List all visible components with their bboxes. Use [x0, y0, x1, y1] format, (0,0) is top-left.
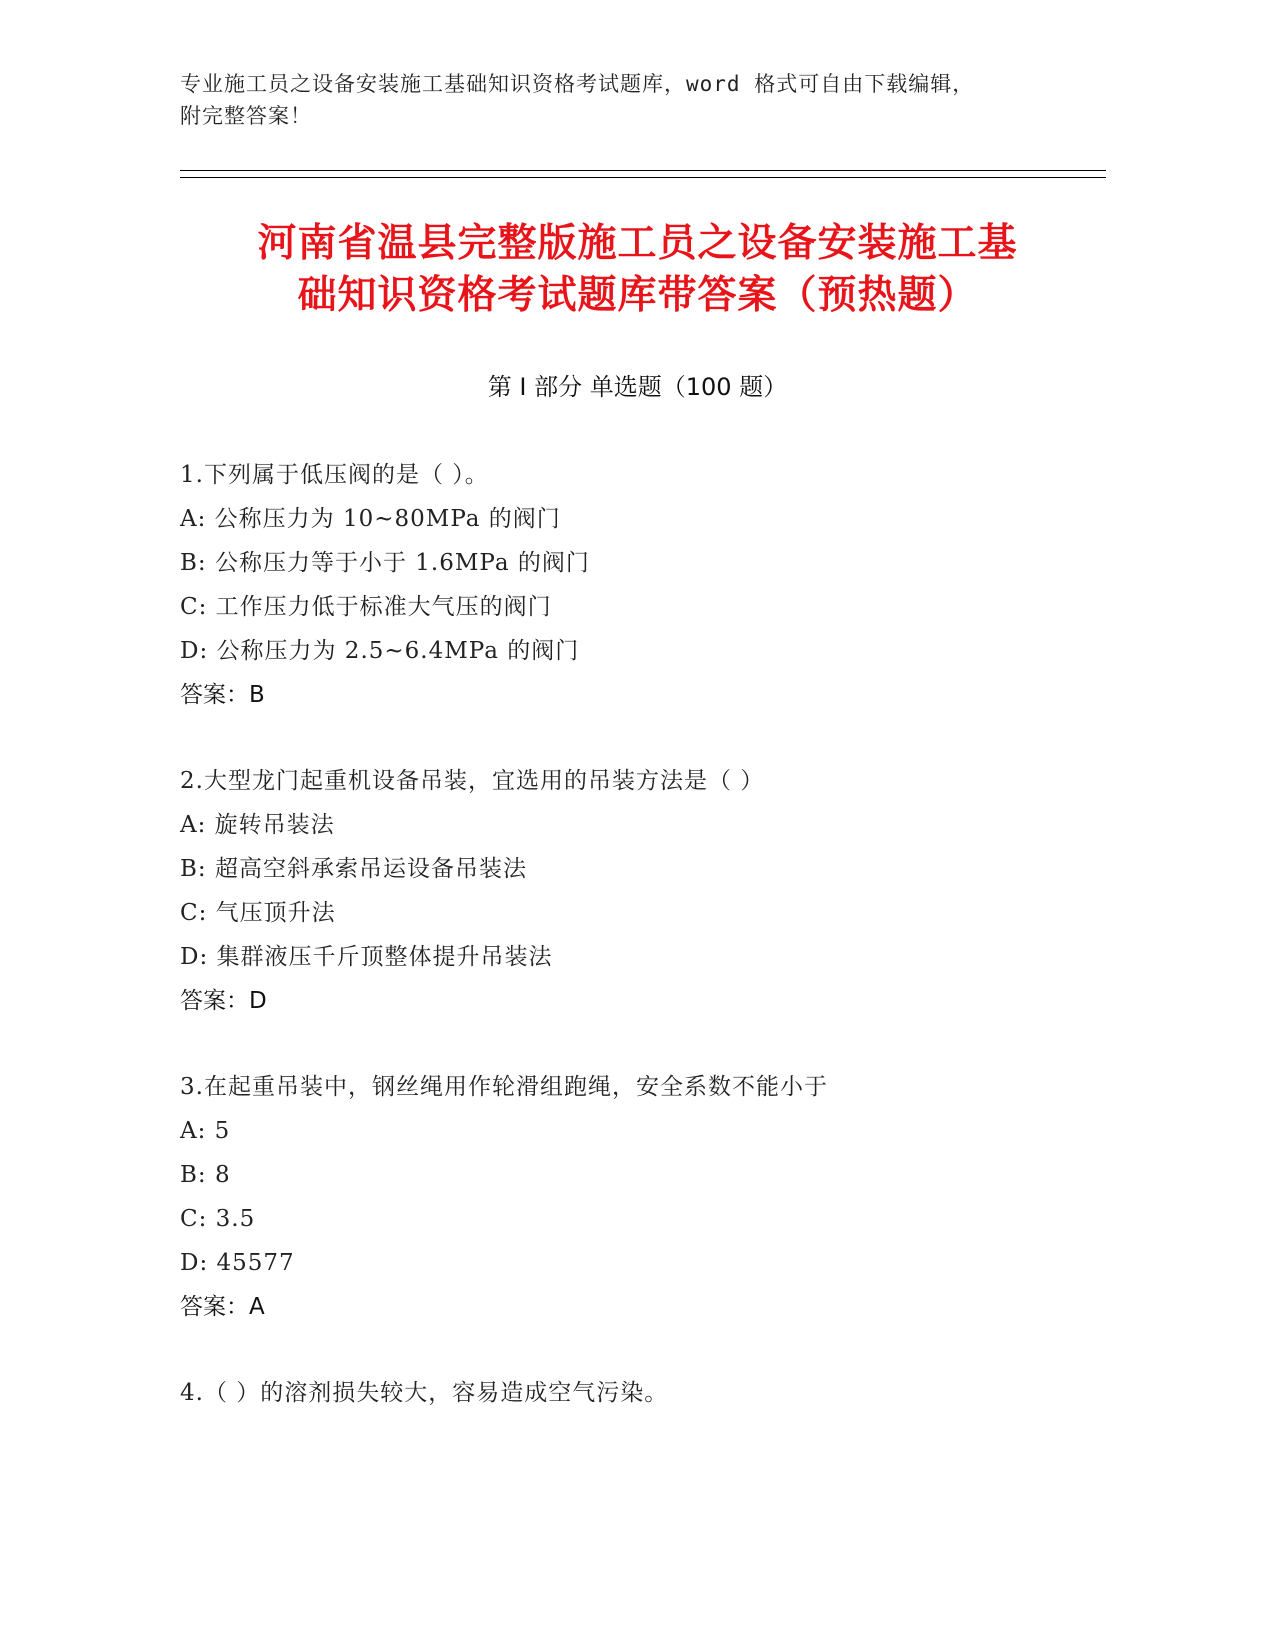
- option-c: C: 3.5: [180, 1206, 256, 1232]
- document-title-line-2: 础知识资格考试题库带答案（预热题）: [297, 273, 978, 318]
- option-d: D: 45577: [180, 1250, 295, 1276]
- option-d: D: 集群液压千斤顶整体提升吊装法: [180, 944, 553, 970]
- header-note-line-1: 专业施工员之设备安装施工基础知识资格考试题库，word 格式可自由下载编辑，: [180, 72, 975, 96]
- question-3: [180, 1065, 1140, 1329]
- question-stem: 4.（ ）的溶剂损失较大，容易造成空气污染。: [180, 1380, 669, 1406]
- header-divider-top: [180, 170, 1106, 171]
- option-b: B: 超高空斜承索吊运设备吊装法: [180, 856, 527, 882]
- header-divider-bottom: [180, 177, 1106, 178]
- question-4: [180, 1371, 1140, 1415]
- document-title: [150, 218, 1125, 322]
- question-1: [180, 453, 1140, 717]
- option-a: A: 5: [180, 1118, 231, 1144]
- question-stem: 1.下列属于低压阀的是（ ）。: [180, 462, 489, 488]
- answer-label: 答案：A: [180, 1294, 265, 1320]
- answer-label: 答案：D: [180, 988, 267, 1014]
- section-heading: 第 I 部分 单选题（100 题）: [487, 373, 788, 401]
- question-stem: 3.在起重吊装中，钢丝绳用作轮滑组跑绳，安全系数不能小于: [180, 1074, 828, 1100]
- header-note-line-2: 附完整答案！: [180, 104, 312, 128]
- option-a: A: 公称压力为 10~80MPa 的阀门: [180, 506, 561, 532]
- option-d: D: 公称压力为 2.5~6.4MPa 的阀门: [180, 638, 580, 664]
- option-c: C: 工作压力低于标准大气压的阀门: [180, 594, 552, 620]
- question-2: [180, 759, 1140, 1023]
- option-b: B: 8: [180, 1162, 231, 1188]
- question-list: [180, 453, 1140, 1457]
- document-title-line-1: 河南省温县完整版施工员之设备安装施工基: [257, 221, 1018, 266]
- option-b: B: 公称压力等于小于 1.6MPa 的阀门: [180, 550, 590, 576]
- option-a: A: 旋转吊装法: [180, 812, 335, 838]
- header-note: [180, 68, 1080, 132]
- answer-label: 答案：B: [180, 682, 265, 708]
- option-c: C: 气压顶升法: [180, 900, 336, 926]
- question-stem: 2.大型龙门起重机设备吊装，宜选用的吊装方法是（ ）: [180, 768, 765, 794]
